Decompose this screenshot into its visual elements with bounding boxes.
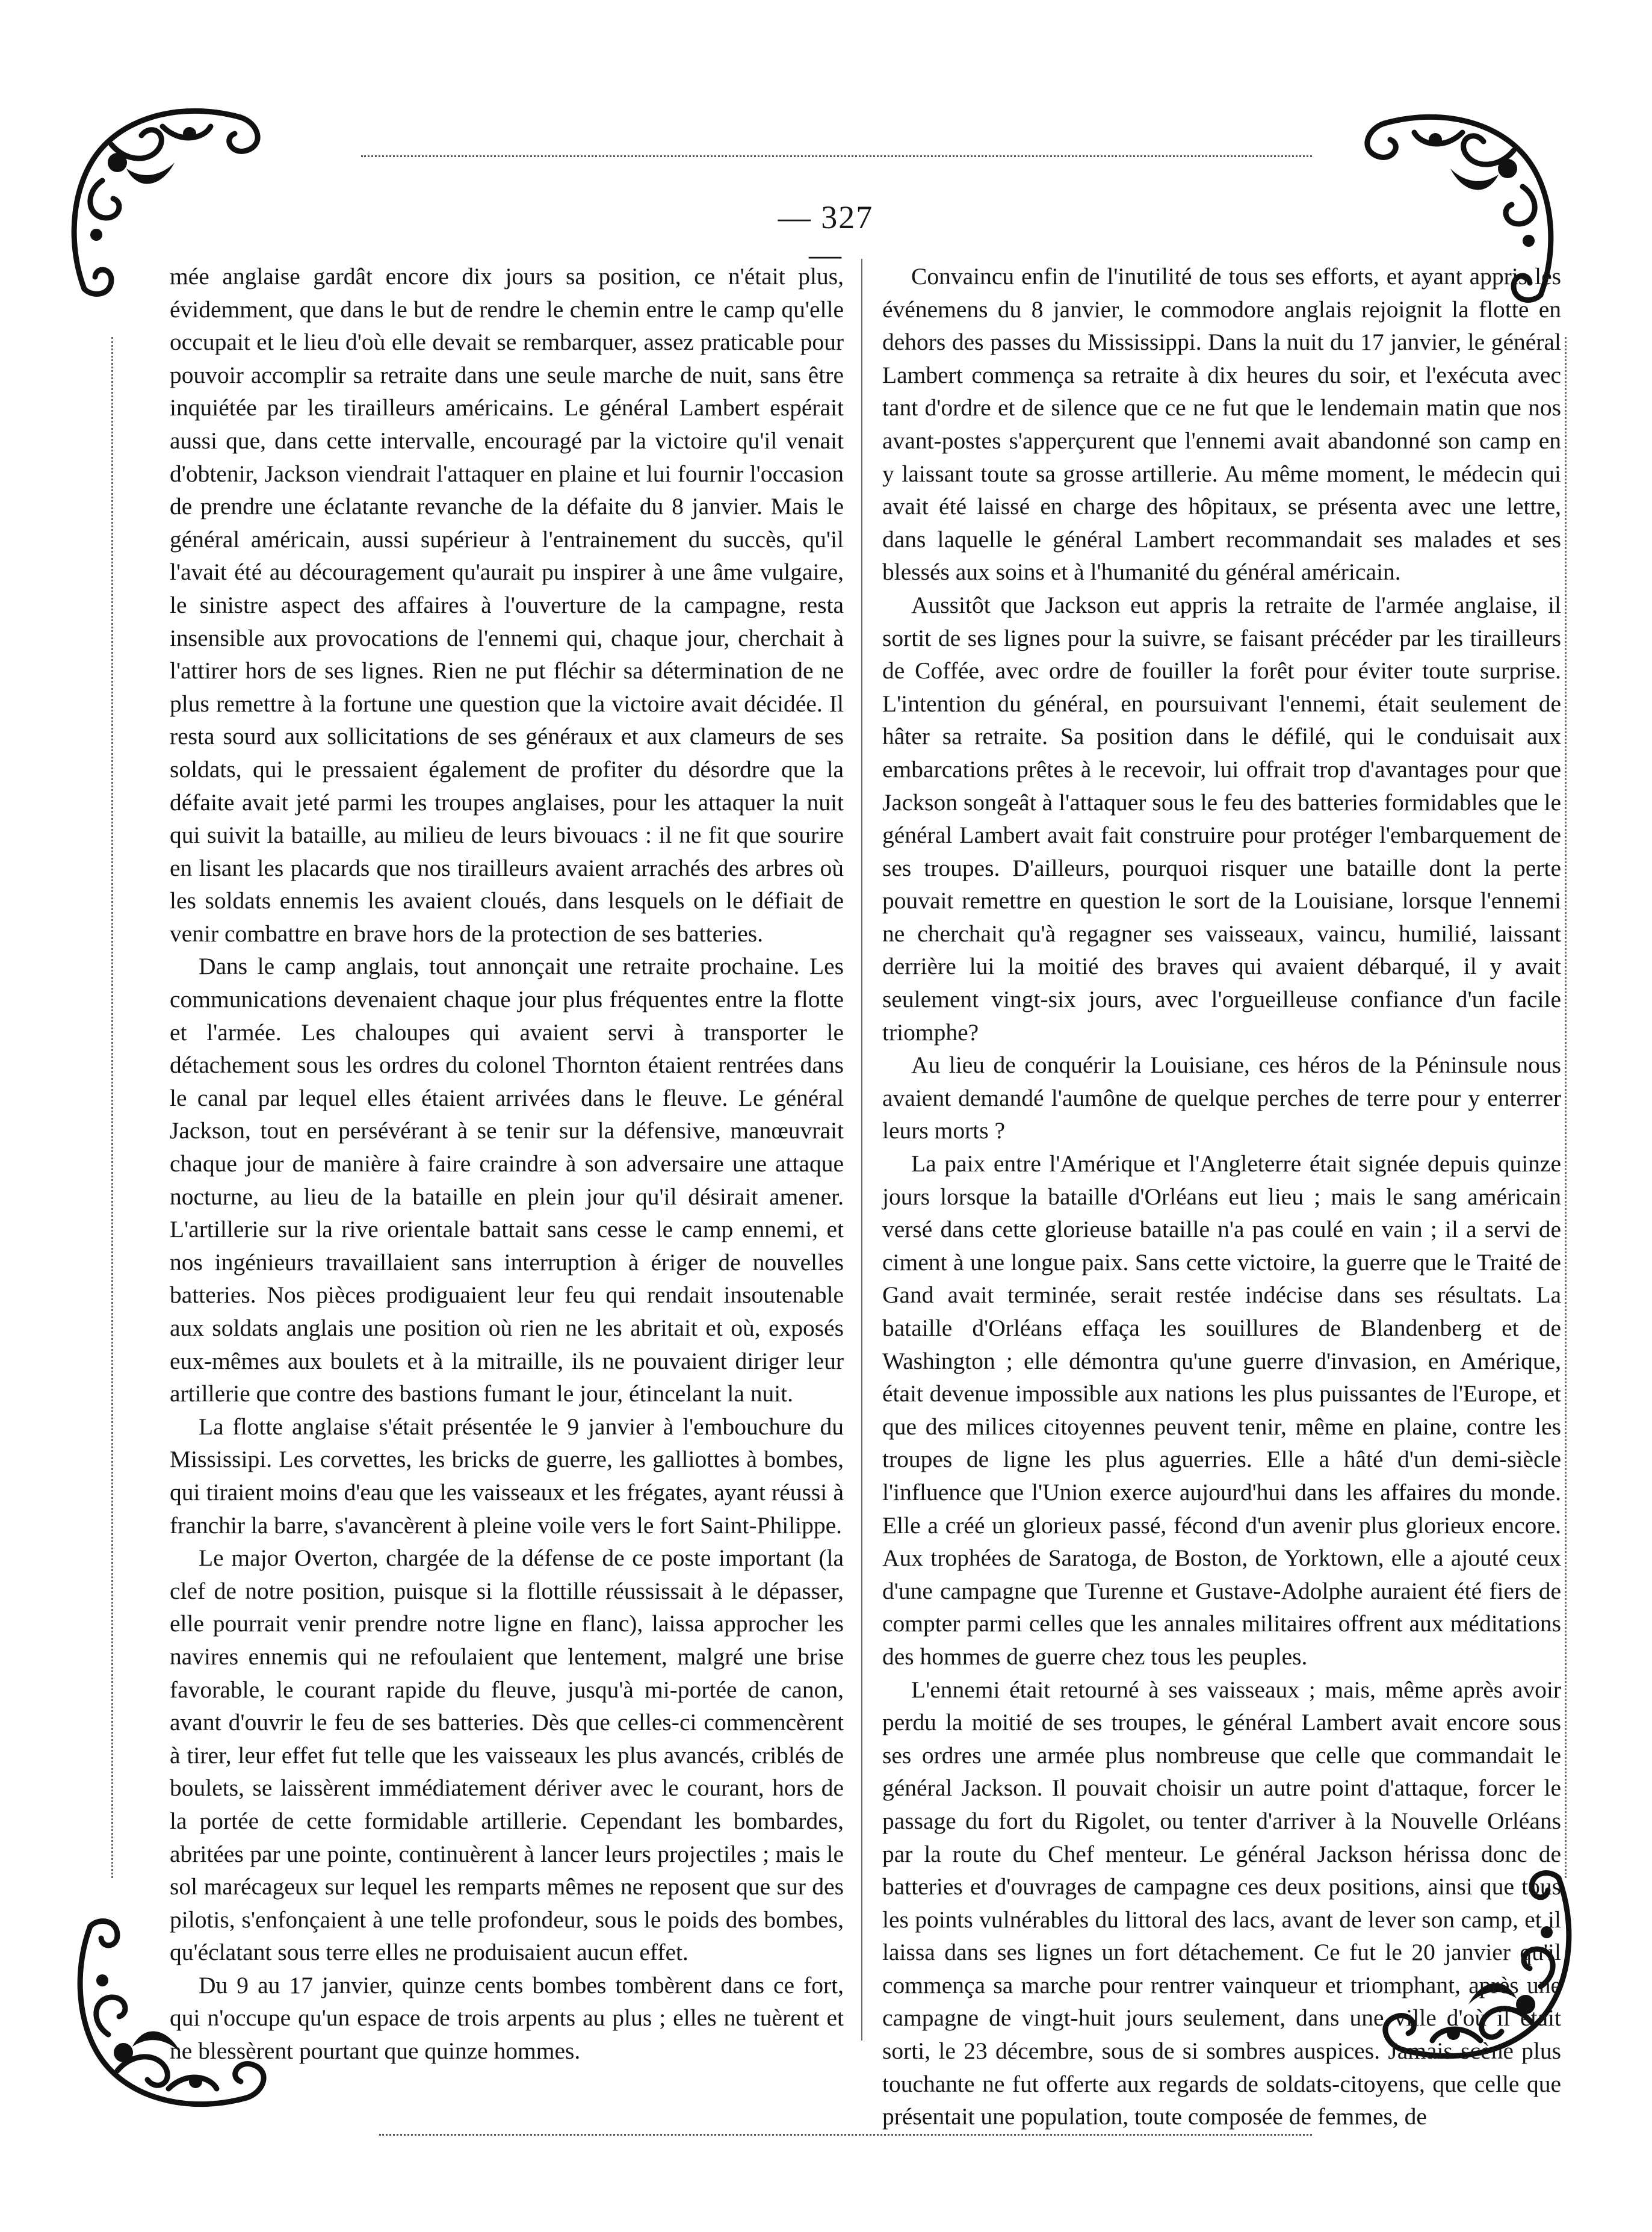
paragraph: mée anglaise gardât encore dix jours sa position, ce n'était plus, évidemment, que dans le but de rendre le chemin entre le camp qu'elle occupait et le lieu d'où elle devait se rembarquer, assez praticable pour pouvoir accomplir sa retraite dans une seule marche de nuit, sans être inquiétée par les tirailleurs américains. Le général Lambert espérait aussi que, dans cette intervalle, encouragé par la victoire qu'il venait d'obtenir, Jackson viendrait l'attaquer en plaine et lui fournir l'occasion de prendre une éclatante revanche de la défaite du 8 janvier. Mais le général américain, aussi supérieur à l'entrainement du succès, qu'il l'avait été au découragement qu'aurait pu inspirer à une âme vulgaire, le sinistre aspect des affaires à l'ouverture de la campagne, resta insensible aux provocations de l'ennemi qui, chaque jour, cherchait à l'attirer hors de ses lignes. Rien ne put fléchir sa détermination de ne plus remettre à la fortune une question que la victoire avait décidée. Il resta sourd aux sollicitations de ses généraux et aux clameurs de ses soldats, qui le pressaient également de profiter du désordre que la défaite avait jeté parmi les troupes anglaises, pour les attaquer la nuit qui suivit la bataille, au milieu de leurs bivouacs : il ne fit que sourire en lisant les placards que nos tirailleurs avaient arrachés des arbres où les soldats ennemis les avaient cloués, dans lesquels on le défiait de venir combattre en brave hors de la protection de ses batteries. [170, 263, 844, 947]
right-text-column [882, 260, 1561, 2130]
paragraph: Dans le camp anglais, tout annonçait une retraite prochaine. Les communications devenaient chaque jour plus fréquentes entre la flotte et l'armée. Les chaloupes qui avaient servi à transporter le détachement sous les ordres du colonel Thornton étaient rentrées dans le canal par lequel elles étaient arrivées dans le fleuve. Le général Jackson, tout en persévérant à se tenir sur la défensive, manœuvrait chaque jour de manière à faire craindre à son adversaire une attaque nocturne, au lieu de la bataille en plein jour qu'il désirait amener. L'artillerie sur la rive orientale battait sans cesse le camp ennemi, et nos ingénieurs travaillaient sans interruption à ériger de nouvelles batteries. Nos pièces prodiguaient leur feu qui rendait insoutenable aux soldats anglais une position où rien ne les abritait et où, exposés eux-mêmes aux boulets et à la mitraille, ils ne pouvaient diriger leur artillerie que contre des bastions fumant le jour, étincelant la nuit. [170, 953, 844, 1407]
page-number: — 327 — [778, 199, 874, 273]
paragraph: La paix entre l'Amérique et l'Angleterre était signée depuis quinze jours lorsque la bataille d'Orléans eut lieu ; mais le sang américain versé dans cette glorieuse bataille n'a pas coulé en vain ; il a servi de ciment à une longue paix. Sans cette victoire, la guerre que le Traité de Gand avait terminée, serait restée indécise dans ses résultats. La bataille d'Orléans effaça les souillures de Blandenberg et de Washington ; elle démontra qu'une guerre d'invasion, en Amérique, était devenue impossible aux nations les plus puissantes de l'Europe, et que des milices citoyennes peuvent tenir, même en plaine, contre les troupes de ligne les plus aguerries. Elle a hâté d'un demi-siècle l'influence que l'Union exerce aujourd'hui dans les affaires du monde. Elle a créé un glorieux passé, fécond d'un avenir plus glorieux encore. Aux trophées de Saratoga, de Boston, de Yorktown, elle a ajouté ceux d'une campagne que Turenne et Gustave-Adolphe auraient été fiers de compter parmi celles que les annales militaires offrent aux méditations des hommes de guerre chez tous les peuples. [882, 1150, 1561, 1670]
paragraph: Le major Overton, chargée de la défense de ce poste important (la clef de notre position, puisque si la flottille réussissait à le dépasser, elle pourrait venir prendre notre ligne en flanc), laissa approcher les navires ennemis qui ne refoulaient que lentement, malgré une brise favorable, le courant rapide du fleuve, jusqu'à mi-portée de canon, avant d'ouvrir le feu de ses batteries. Dès que celles-ci commencèrent à tirer, leur effet fut telle que les vaisseaux les plus avancés, criblés de boulets, se laissèrent immédiatement dériver avec le courant, hors de la portée de cette formidable artillerie. Cependant les bombardes, abritées par une pointe, continuèrent à lancer leurs projectiles ; mais le sol marécageux sur lequel les remparts mêmes ne reposent que sur des pilotis, s'enfonçaient à une telle profondeur, sous le poids des bombes, qu'éclatant sous terre elles ne produisaient aucun effet. [170, 1545, 844, 1966]
left-border-rule [111, 337, 113, 1878]
paragraph: Aussitôt que Jackson eut appris la retraite de l'armée anglaise, il sortit de ses lignes pour la suivre, se faisant précéder par les tirailleurs de Coffée, avec ordre de fouiller la forêt pour éviter toute surprise. L'intention du général, en poursuivant l'ennemi, était seulement de hâter sa retraite. Sa position dans le défilé, qui le conduisait aux embarcations prêtes à le recevoir, lui offrait trop d'avantages pour que Jackson songeât à l'attaquer sous le feu des batteries formidables que le général Lambert avait fait construire pour protéger l'embarquement de ses troupes. D'ailleurs, pourquoi risquer une bataille dont la perte pouvait remettre en question le sort de la Louisiane, lorsque l'ennemi ne cherchait qu'à regagner ses vaisseaux, vaincu, humilié, laissant derrière lui la moitié des braves qui avaient débarqué, il y avait seulement vingt-six jours, avec l'orgueilleuse confiance d'un facile triomphe? [882, 591, 1561, 1046]
column-divider [861, 259, 862, 2041]
paragraph: La flotte anglaise s'était présentée le 9 janvier à l'embouchure du Mississipi. Les corvettes, les bricks de guerre, les galliottes à bombes, qui tiraient moins d'eau que les vaisseaux et les frégates, ayant réussi à franchir la barre, s'avancèrent à pleine voile vers le fort Saint-Philippe. [170, 1413, 844, 1539]
paragraph: Du 9 au 17 janvier, quinze cents bombes tombèrent dans ce fort, qui n'occupe qu'un espace de trois arpents au plus ; elles ne tuèrent et ne blessèrent pourtant que quinze hommes. [170, 1971, 844, 2065]
bottom-border-rule [379, 2134, 1312, 2136]
left-text-column [170, 260, 844, 2065]
right-border-rule [1565, 337, 1567, 1878]
paragraph: Convaincu enfin de l'inutilité de tous ses efforts, et ayant appris les événemens du 8 janvier, le commodore anglais rejoignit la flotte en dehors des passes du Mississippi. Dans la nuit du 17 janvier, le général Lambert commença sa retraite à dix heures du soir, et l'exécuta avec tant d'ordre et de silence que ce ne fut que le lendemain matin que nos avant-postes s'apperçurent que l'ennemi avait abandonné son camp en y laissant toute sa grosse artillerie. Au même moment, le médecin qui avait été laissé en charge des hôpitaux, se présenta avec une lettre, dans laquelle le général Lambert recommandait ses malades et ses blessés aux soins et à l'humanité du général américain. [882, 263, 1561, 586]
paragraph: Au lieu de conquérir la Louisiane, ces héros de la Péninsule nous avaient demandé l'aumône de quelque perches de terre pour y enterrer leurs morts ? [882, 1052, 1561, 1144]
paragraph: L'ennemi était retourné à ses vaisseaux ; mais, même après avoir perdu la moitié de ses troupes, le général Lambert avait encore sous ses ordres une armée plus nombreuse que celle que commandait le général Jackson. Il pouvait choisir un autre point d'attaque, forcer le passage du fort du Rigolet, ou tenter d'arriver à la Nouvelle Orléans par la route du Chef menteur. Le général Jackson hérissa donc de batteries et d'ouvrages de campagne ces deux positions, ainsi que tous les points vulnérables du littoral des lacs, avant de lever son camp, et il laissa dans ses lignes un fort détachement. Ce fut le 20 janvier qu'il commença sa marche pour rentrer vainqueur et triomphant, après une campagne de vingt-huit jours seulement, dans une ville d'où il était sorti, le 23 décembre, sous de si sombres auspices. Jamais scène plus touchante ne fut offerte aux regards de soldats-citoyens, que celle que présentait une population, toute composée de femmes, de [882, 1676, 1561, 2130]
top-border-rule [361, 155, 1312, 157]
